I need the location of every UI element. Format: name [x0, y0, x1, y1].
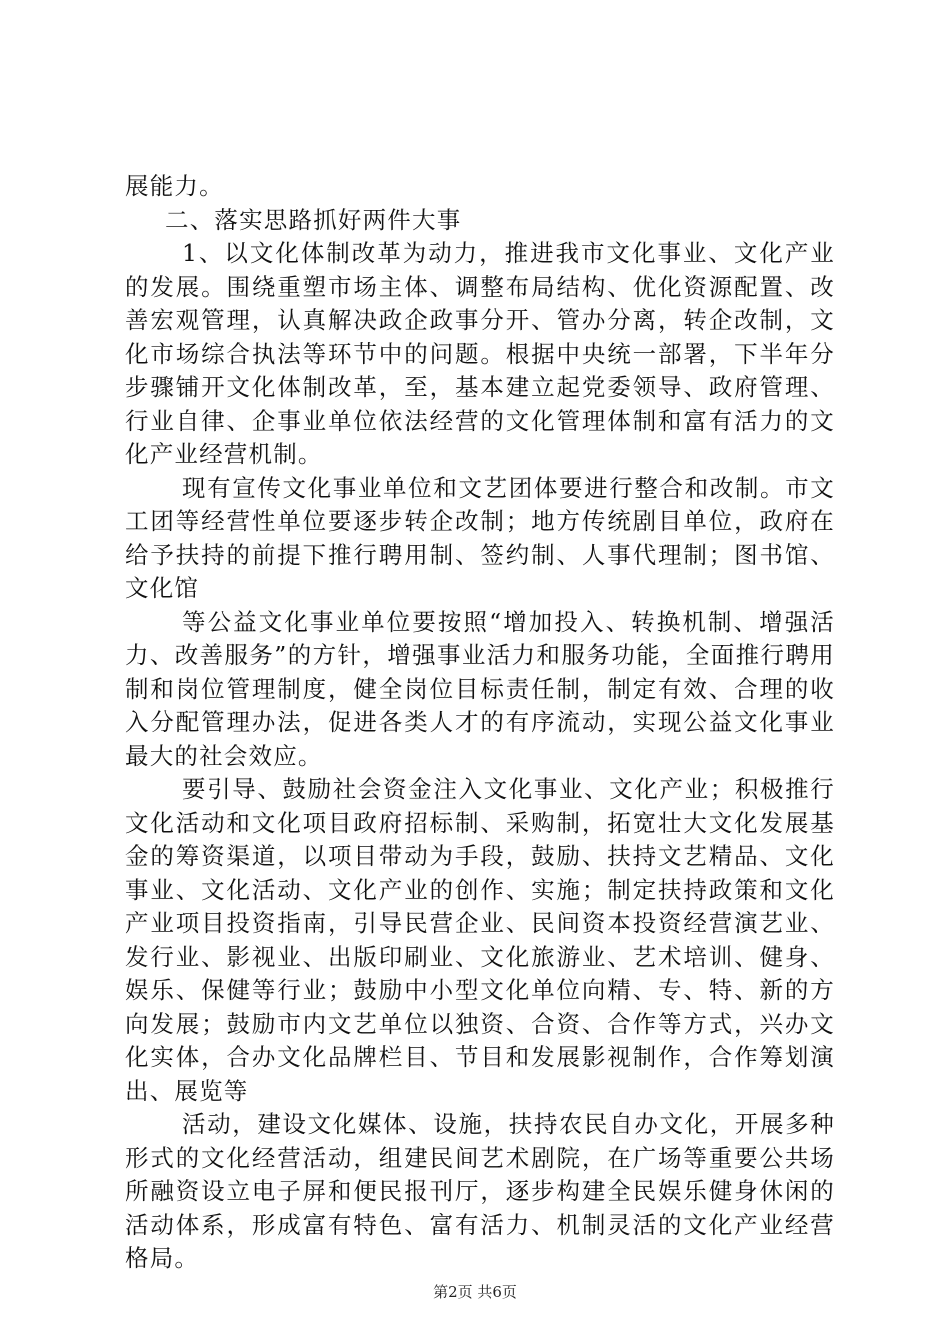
paragraph-reform-units: 现有宣传文化事业单位和文艺团体要进行整合和改制。市文工团等经营性单位要逐步转企改制；地方传统剧目单位，政府在给予扶持的前提下推行聘用制、签约制、人事代理制；图书馆、文化馆: [125, 473, 835, 602]
paragraph-continuation: 展能力。: [125, 172, 224, 200]
paragraph-activities: 活动，建设文化媒体、设施，扶持农民自办文化，开展多种形式的文化经营活动，组建民间艺术剧院，在广场等重要公共场所融资设立电子屏和便民报刊厅，逐步构建全民娱乐健身休闲的活动体系，形成富有特色、富有活力、机制灵活的文化产业经营格局。: [125, 1110, 835, 1272]
paragraph-social-capital: 要引导、鼓励社会资金注入文化事业、文化产业；积极推行文化活动和文化项目政府招标制、采购制，拓宽壮大文化发展基金的筹资渠道，以项目带动为手段，鼓励、扶持文艺精品、文化事业、文化活动、文化产业的创作、实施；制定扶持政策和文化产业项目投资指南，引导民营企业、民间资本投资经营演艺业、发行业、影视业、出版印刷业、文化旅游业、艺术培训、健身、娱乐、保健等行业；鼓励中小型文化单位向精、专、特、新的方向发展；鼓励市内文艺单位以独资、合资、合作等方式，兴办文化实体，合办文化品牌栏目、节目和发展影视制作，合作筹划演出、展览等: [125, 775, 835, 1105]
paragraph-public-units: 等公益文化事业单位要按照“增加投入、转换机制、增强活力、改善服务”的方针，增强事业活力和服务功能，全面推行聘用制和岗位管理制度，健全岗位目标责任制，制定有效、合理的收入分配管理办法，促进各类人才的有序流动，实现公益文化事业最大的社会效应。: [125, 607, 835, 770]
section-heading: 二、落实思路抓好两件大事: [165, 205, 462, 234]
document-body: [125, 170, 835, 1276]
page-number-footer: 第2页 共6页: [433, 1283, 517, 1301]
paragraph-item-1: 1、以文化体制改革为动力，推进我市文化事业、文化产业的发展。围绕重塑市场主体、调整布局结构、优化资源配置、改善宏观管理，认真解决政企政事分开、管办分离，转企改制，文化市场综合执法等环节中的问题。根据中央统一部署，下半年分步骤铺开文化体制改革，至，基本建立起党委领导、政府管理、行业自律、企事业单位依法经营的文化管理体制和富有活力的文化产业经营机制。: [125, 239, 835, 468]
